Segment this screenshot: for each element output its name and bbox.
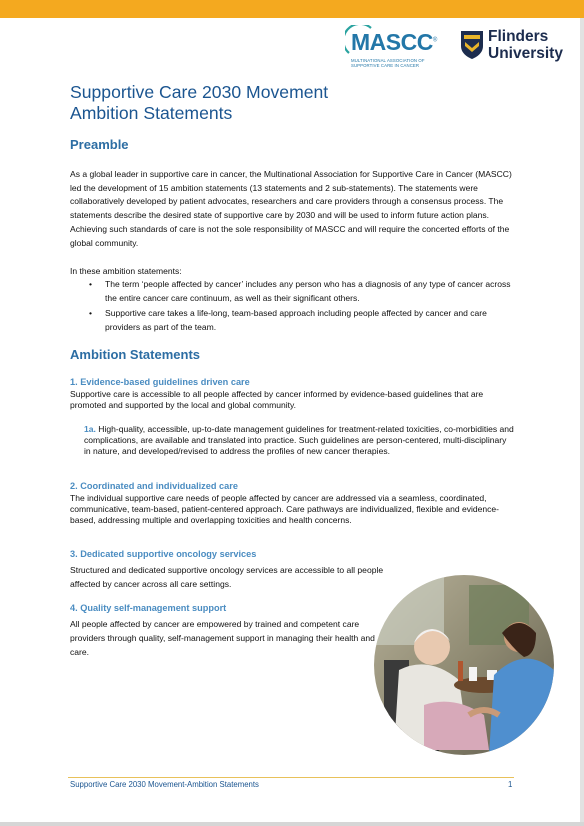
bullet-item: • Supportive care takes a life-long, team-based approach including people affected by cancer and care providers as part of the team. (105, 307, 516, 334)
statement-1a-label: 1a. (84, 424, 96, 434)
ambition-heading: Ambition Statements (70, 347, 201, 362)
statement-1-text: Supportive care is accessible to all people affected by cancer informed by evidence-based guidelines that are promoted and supported by the local and global community. (70, 389, 484, 410)
flinders-logo (460, 28, 570, 68)
preamble-intro: In these ambition statements: (70, 266, 182, 276)
page-title (70, 82, 328, 123)
page-edge-right (580, 18, 584, 826)
statement-4-text: All people affected by cancer are empowered by trained and competent care providers through quality, self-management support in managing their health and care. (70, 619, 375, 657)
photo-illustration (374, 575, 554, 755)
mascc-subtitle: MULTINATIONAL ASSOCIATION OF SUPPORTIVE CARE IN CANCER (351, 58, 425, 69)
statement-2-title: 2. Coordinated and individualized care (70, 481, 238, 491)
title-line2: Ambition Statements (70, 102, 233, 123)
statement-1-title: 1. Evidence-based guidelines driven care (70, 377, 250, 387)
registered-mark: ® (432, 37, 437, 44)
preamble-paragraph: As a global leader in supportive care in cancer, the Multinational Association for Supportive Care in Cancer (MASCC) led the development of 15 ambition statements (13 statements and 2 sub-statements). The statements were collaboratively developed by patient advocates, researchers and care providers through a consensus process. The statements describe the desired state of supportive care by 2030 and will be used to inform future action plans. Achieving such standards of care is not the sole responsibility of MASCC and will require the concerted efforts of the global community. (70, 169, 512, 248)
statement-3-text: Structured and dedicated supportive oncology services are accessible to all people affected by cancer across all care settings. (70, 565, 384, 589)
footer-divider (68, 777, 514, 778)
top-accent-bar (0, 0, 584, 18)
statement-4-title: 4. Quality self-management support (70, 603, 227, 613)
page-number: 1 (508, 780, 513, 789)
statement-3-title: 3. Dedicated supportive oncology services (70, 549, 257, 559)
footer-text: Supportive Care 2030 Movement-Ambition Statements (70, 780, 259, 789)
statement-1a-text: High-quality, accessible, up-to-date management guidelines for treatment-related toxicities, co-morbidities and complications, are available and translated into practice. Such guidelines are person-centered, multi-disciplinary in nature, and developed/revised to address the profiles of new cancer therapies. (84, 424, 514, 456)
statement-2-text: The individual supportive care needs of people affected by cancer are addressed via a seamless, coordinated, communicative, team-based, patient-centered approach. Care pathways are individualized, flexible and evidence-based, addressing multiple and overlapping toxicities and health concerns. (70, 493, 500, 525)
preamble-bullet-list (70, 278, 516, 337)
flinders-line1: Flinders (488, 28, 549, 45)
page-edge-bottom (0, 822, 584, 826)
statement-1a (84, 424, 514, 457)
bullet-item: • The term ‘people affected by cancer’ includes any person who has a diagnosis of any type of cancer across the entire cancer care continuum, as well as their significant others. (105, 278, 516, 305)
mascc-logo (345, 25, 441, 73)
shield-icon (460, 30, 484, 60)
flinders-line2: University (488, 44, 563, 62)
mascc-name: MASCC (351, 29, 433, 55)
care-photo (374, 575, 554, 755)
title-line1: Supportive Care 2030 Movement (70, 82, 329, 102)
preamble-heading: Preamble (70, 137, 129, 152)
